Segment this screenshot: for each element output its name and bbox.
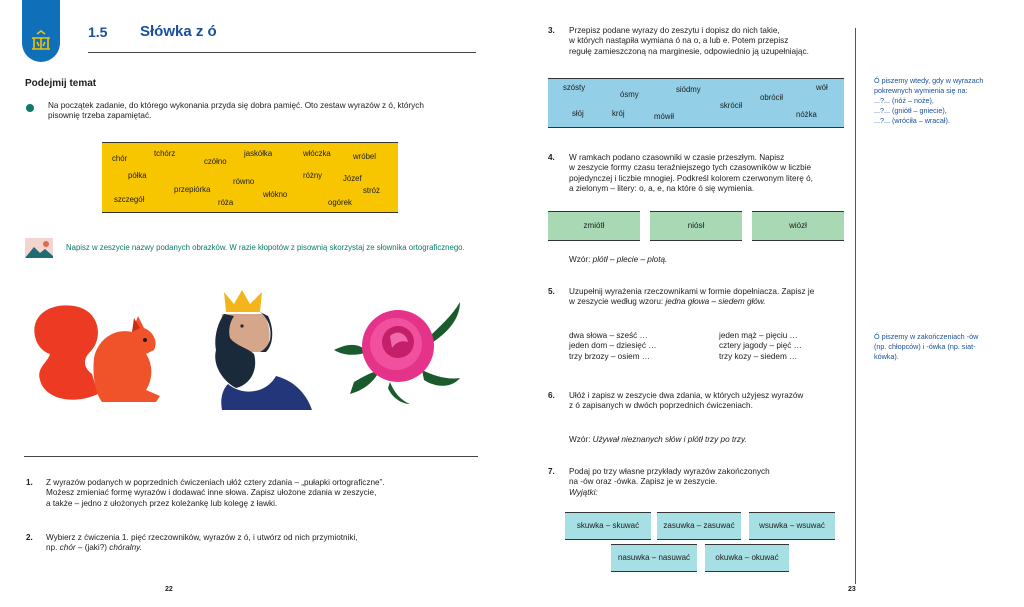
word: nóżka [796,110,817,119]
pair-box: zasuwka – zasuwać [657,512,741,540]
word: ósmy [620,90,639,99]
word: słój [572,109,584,118]
task3-number: 3. [548,26,555,35]
page-title: Słówka z ó [140,23,217,40]
pair-box: nasuwka – nasuwać [611,544,697,572]
phrases-right: jeden mąż – pięciu … cztery jagody – pięć … trzy kozy – siedem … [719,331,802,361]
margin-rule-2: Ó piszemy w zakończeniach -ów (np. chłopców) i -ówka (np. siat- kówka). [874,332,979,361]
word: obrócił [760,93,783,102]
squirrel-illustration [28,298,166,406]
word-box-yellow [102,142,398,213]
margin-divider [855,28,856,584]
word: półka [128,171,147,180]
task6-text: Ułóż i zapisz w zeszycie dwa zdania, w których użyjesz wyrazów z ó zapisanych w dwóch poprzednich ćwiczeniach. [569,391,804,411]
word: szósty [563,83,586,92]
task7-number: 7. [548,467,555,476]
picture-task-text: Napisz w zeszycie nazwy podanych obrazków. W razie kłopotów z pisownią skorzystaj ze słownika ortograficznego. [66,243,465,252]
task5-number: 5. [548,287,555,296]
word: róża [218,198,234,207]
king-illustration [208,288,312,412]
picture-task-icon [25,238,53,258]
rose-illustration [330,296,464,406]
task6-number: 6. [548,391,555,400]
word: skrócił [720,101,743,110]
word: stróż [363,186,380,195]
task7-text: Podaj po trzy własne przykłady wyrazów zakończonych na -ów oraz -ówka. Zapisz je w zeszycie. Wyjątki: [569,467,770,497]
word-box-blue [548,78,844,128]
pair-box: okuwka – okuwać [705,544,789,572]
word: włóczka [303,149,331,158]
word: krój [612,109,625,118]
section-number: 1.5 [88,24,108,40]
word: Józef [343,174,362,183]
task4-number: 4. [548,153,555,162]
word: przepiórka [174,185,211,194]
word: czółno [204,157,227,166]
chapter-tab [22,0,60,62]
word: tchórz [154,149,176,158]
task2-number: 2. [26,533,33,542]
word: jaskółka [244,149,273,158]
verb-box: niósł [650,211,742,241]
word: ogórek [328,198,352,207]
word: wróbel [353,152,376,161]
pattern4: Wzór: plótł – plecie – plotą. [569,255,668,264]
pair-box: skuwka – skuwać [565,512,651,540]
crest-icon [29,30,53,52]
page-number-right: 23 [848,586,856,593]
word: różny [303,171,323,180]
task4-text: W ramkach podano czasowniki w czasie przeszłym. Napisz w zeszycie formy czasu teraźniejszego tych czasowników w liczbie pojedynczej i liczbie mnogiej. Podkreśl kolorem czerwonym literę ó, a zielonym – litery: o, a, e, na które ó się wymienia. [569,153,813,194]
pair-box: wsuwka – wsuwać [749,512,835,540]
word: szczegół [114,195,145,204]
word: siódmy [676,85,701,94]
task1-text: Z wyrazów podanych w poprzednich ćwiczeniach ułóż cztery zdania – „pułapki ortograficzne”. Możesz zmieniać formę wyrazów i dodawać inne słowa. Zapisz ułożone zdania w zeszycie, a także – jedno z ułożonych przez koleżankę lub kolegę z ławki. [46,478,385,508]
pattern6: Wzór: Używał nieznanych słów i plótł trzy po trzy. [569,435,747,444]
left-divider [24,456,478,457]
section-heading: Podejmij temat [25,78,97,89]
task2-text: Wybierz z ćwiczenia 1. pięć rzeczowników, wyrazów z ó, i utwórz od nich przymiotniki, np. chór – (jaki?) chóralny. [46,533,358,553]
margin-rule-1: Ó piszemy wtedy, gdy w wyrazach pokrewnych wymienia się na: ...?... (nóż – noże), ...?... (gniótł – gniecie), ...?... (wróciła – wracał). [874,76,984,125]
phrases-left: dwa słowa – sześć … jeden dom – dziesięć … trzy brzozy – osiem … [569,331,657,361]
verb-box: zmiótł [548,211,640,241]
intro-text: Na początek zadanie, do którego wykonania przyda się dobra pamięć. Oto zestaw wyrazów z ó, których pisownię trzeba zapamiętać. [48,101,424,121]
title-rule [88,52,476,53]
word: wół [816,83,828,92]
task3-text: Przepisz podane wyrazy do zeszytu i dopisz do nich takie, w których nastąpiła wymiana ó na o, a lub e. Potem przepisz regułę zamieszczoną na marginesie, odpowiednio ją uzupełniając. [569,26,809,56]
task1-number: 1. [26,478,33,487]
bullet-icon [26,104,34,112]
task5-text: Uzupełnij wyrażenia rzeczownikami w formie dopełniacza. Zapisz je w zeszycie według wzoru: jedna głowa – siedem głów. [569,287,815,307]
page-number-left: 22 [165,586,173,593]
verb-box: wiózł [752,211,844,241]
word: równo [233,177,255,186]
word: włókno [263,190,288,199]
word: mówił [654,112,674,121]
word: chór [112,154,128,163]
